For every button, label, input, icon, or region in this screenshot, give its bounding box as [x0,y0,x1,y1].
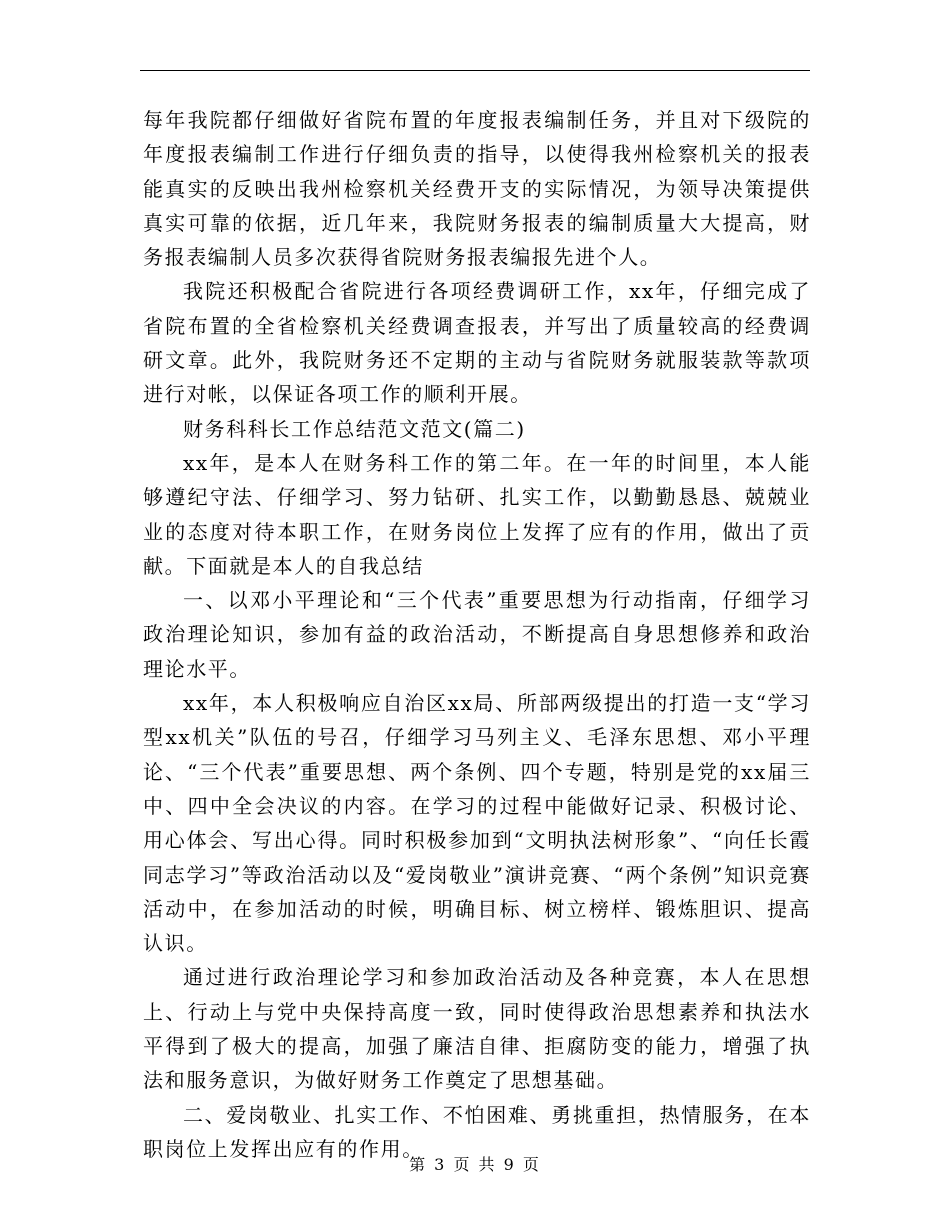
paragraph-4: 一、以邓小平理论和“三个代表”重要思想为行动指南，仔细学习政治理论知识，参加有益的政治活动，不断提高自身思想修养和政治理论水平。 [143,588,811,681]
section-heading: 财务科科长工作总结范文范文(篇二) [183,416,526,441]
paragraph-3: xx年，是本人在财务科工作的第二年。在一年的时间里，本人能够遵纪守法、仔细学习、努力钻研、扎实工作，以勤勤恳恳、兢兢业业的态度对待本职工作，在财务岗位上发挥了应有的作用，做出了贡献。下面就是本人的自我总结 [143,450,811,578]
document-body [143,103,811,1166]
paragraph-6: 通过进行政治理论学习和参加政治活动及各种竞赛，本人在思想上、行动上与党中央保持高度一致，同时使得政治思想素养和执法水平得到了极大的提高，加强了廉洁自律、拒腐防变的能力，增强了执法和服务意识，为做好财务工作奠定了思想基础。 [143,965,811,1093]
page-number-footer: 第 3 页 共 9 页 [409,1155,541,1174]
paragraph-1: 每年我院都仔细做好省院布置的年度报表编制任务，并且对下级院的年度报表编制工作进行仔细负责的指导，以使得我州检察机关的报表能真实的反映出我州检察机关经费开支的实际情况，为领导决策提供真实可靠的依据，近几年来，我院财务报表的编制质量大大提高，财务报表编制人员多次获得省院财务报表编报先进个人。 [143,108,811,270]
header-rule [140,70,810,71]
paragraph-7: 二、爱岗敬业、扎实工作、不怕困难、勇挑重担，热情服务，在本职岗位上发挥出应有的作用。 [143,1102,811,1161]
paragraph-2: 我院还积极配合省院进行各项经费调研工作，xx年，仔细完成了省院布置的全省检察机关经费调查报表，并写出了质量较高的经费调研文章。此外，我院财务还不定期的主动与省院财务就服装款等款项进行对帐，以保证各项工作的顺利开展。 [143,279,811,407]
paragraph-5: xx年，本人积极响应自治区xx局、所部两级提出的打造一支“学习型xx机关”队伍的号召，仔细学习马列主义、毛泽东思想、邓小平理论、“三个代表”重要思想、两个条例、四个专题，特别是党的xx届三中、四中全会决议的内容。在学习的过程中能做好记录、积极讨论、用心体会、写出心得。同时积极参加到“文明执法树形象”、“向任长霞同志学习”等政治活动以及“爱岗敬业”演讲竞赛、“两个条例”知识竞赛活动中，在参加活动的时候，明确目标、树立榜样、锻炼胆识、提高认识。 [143,691,811,956]
